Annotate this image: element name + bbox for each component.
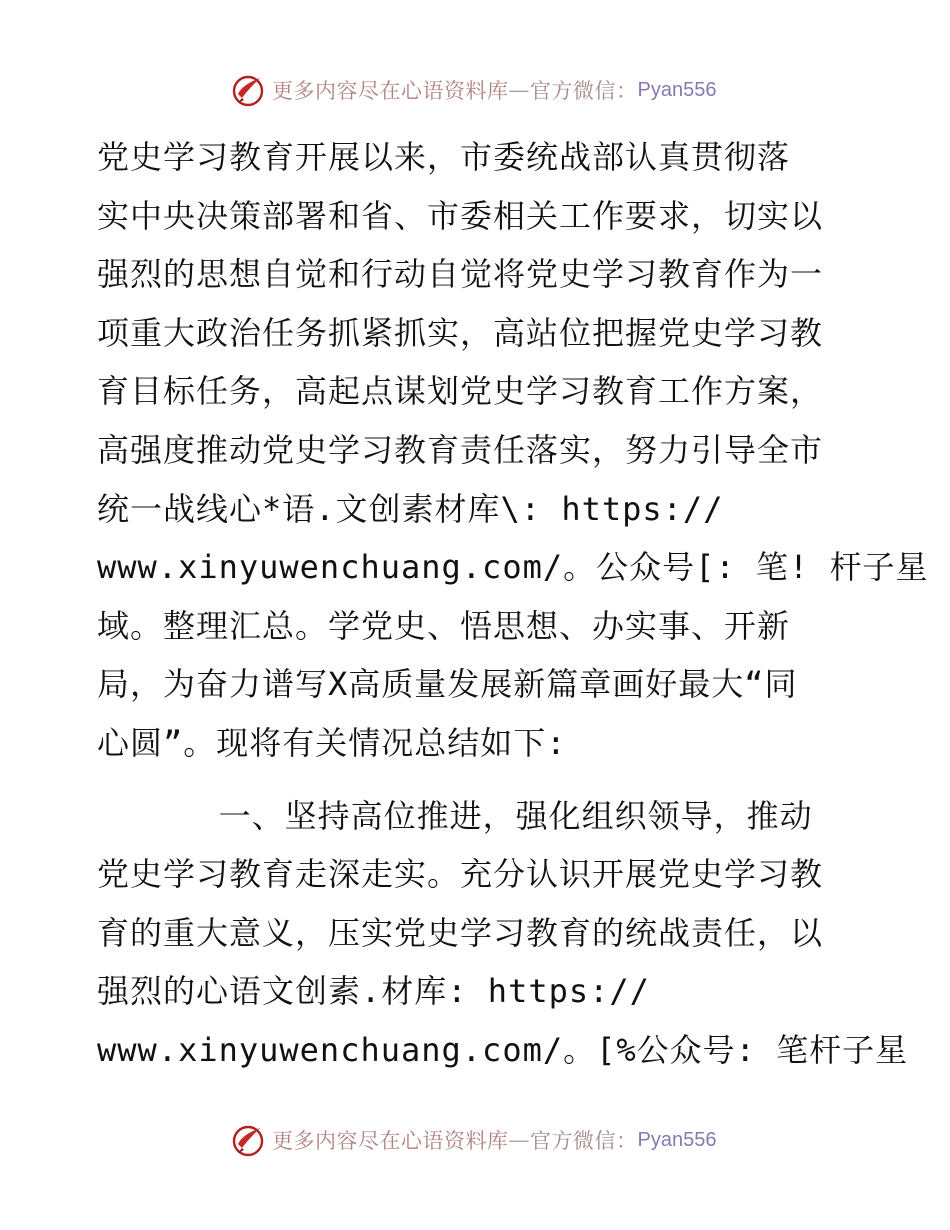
- banner-wechat-label: 官方微信：: [530, 79, 638, 103]
- text-line: 党史学习教育走深走实。充分认识开展党史学习教: [97, 855, 824, 894]
- banner-dash: —: [508, 78, 530, 102]
- text-line: 实中央决策部署和省、市委相关工作要求，切实以: [97, 196, 824, 235]
- text-line: www.xinyuwenchuang.com/。[%公众号: 笔杆子星: [97, 1030, 909, 1069]
- paragraph-section-one: [97, 787, 909, 1080]
- text-line: 统一战线心*语.文创素材库\: https://: [97, 489, 724, 528]
- section-heading-line: 一、坚持高位推进，强化组织领导，推动: [97, 796, 813, 835]
- text-line: 域。整理汇总。学党史、悟思想、办实事、开新: [97, 606, 791, 645]
- banner-dash: —: [508, 1128, 530, 1152]
- text-line: 局，为奋力谱写X高质量发展新篇章画好最大“同: [97, 665, 798, 704]
- paragraph-intro: [97, 128, 929, 773]
- header-watermark: [230, 70, 750, 110]
- brush-logo-icon: [230, 72, 266, 108]
- banner-wechat-id: Pyan556: [637, 78, 717, 101]
- text-line: www.xinyuwenchuang.com/。公众号[: 笔! 杆子星: [97, 548, 929, 587]
- text-line: 心圆”。现将有关情况总结如下:: [97, 723, 567, 762]
- paragraph-gap: [97, 773, 857, 787]
- text-line: 强烈的心语文创素.材库: https://: [97, 972, 650, 1011]
- text-line: 高强度推动党史学习教育责任落实，努力引导全市: [97, 430, 824, 469]
- banner-wechat-id: Pyan556: [637, 1128, 717, 1151]
- text-line: 育目标任务，高起点谋划党史学习教育工作方案，: [97, 372, 824, 411]
- text-line: 项重大政治任务抓紧抓实，高站位把握党史学习教: [97, 313, 824, 352]
- brush-logo-icon: [230, 1122, 266, 1158]
- text-line: 育的重大意义，压实党史学习教育的统战责任，以: [97, 913, 824, 952]
- footer-watermark: [230, 1120, 750, 1160]
- banner-slogan: 更多内容尽在心语资料库: [272, 79, 509, 103]
- document-body: [97, 128, 929, 1080]
- text-line: 党史学习教育开展以来，市委统战部认真贯彻落: [97, 138, 791, 176]
- banner-slogan: 更多内容尽在心语资料库: [272, 1129, 509, 1153]
- text-line: 强烈的思想自觉和行动自觉将党史学习教育作为一: [97, 255, 824, 294]
- banner-wechat-label: 官方微信：: [530, 1129, 638, 1153]
